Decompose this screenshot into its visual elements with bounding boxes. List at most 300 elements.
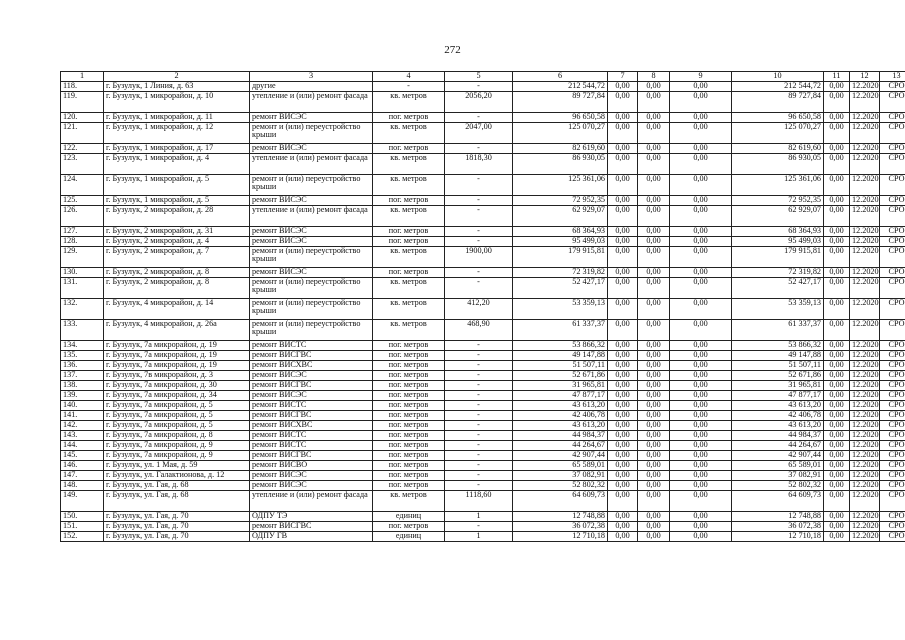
cell-unit: пог. метров <box>373 371 445 381</box>
cell-cost-budget: 0,00 <box>638 92 670 113</box>
cell-row-number: 142. <box>61 421 104 431</box>
cell-cost-budget: 0,00 <box>638 351 670 361</box>
cell-row-number: 145. <box>61 451 104 461</box>
cell-row-number: 139. <box>61 391 104 401</box>
cell-row-number: 138. <box>61 381 104 391</box>
cell-cost-budget: 0,00 <box>638 123 670 144</box>
cell-specific-cost: 0,00 <box>824 341 850 351</box>
cell-total-cost: 12 710,18 <box>513 532 608 542</box>
cell-method: СРО <box>880 481 905 491</box>
cell-cost-owners: 65 589,01 <box>732 461 824 471</box>
cell-row-number: 129. <box>61 247 104 268</box>
cell-specific-cost: 0,00 <box>824 431 850 441</box>
cell-method: СРО <box>880 522 905 532</box>
cell-deadline: 12.2020 <box>850 247 880 268</box>
cell-cost-owners: 82 619,60 <box>732 144 824 154</box>
cell-total-cost: 52 671,86 <box>513 371 608 381</box>
cell-total-cost: 68 364,93 <box>513 227 608 237</box>
cell-cost-fund: 0,00 <box>608 522 638 532</box>
cell-row-number: 151. <box>61 522 104 532</box>
table-row <box>61 381 905 391</box>
cell-unit: кв. метров <box>373 247 445 268</box>
cell-cost-local: 0,00 <box>670 196 732 206</box>
cell-total-cost: 53 359,13 <box>513 299 608 320</box>
table-row <box>61 154 905 175</box>
cell-deadline: 12.2020 <box>850 522 880 532</box>
cell-specific-cost: 0,00 <box>824 175 850 196</box>
cell-address: г. Бузулук, 1 микрорайон, д. 11 <box>104 113 250 123</box>
cell-row-number: 130. <box>61 268 104 278</box>
table-row <box>61 278 905 299</box>
cell-deadline: 12.2020 <box>850 206 880 227</box>
cell-address: г. Бузулук, ул. 1 Мая, д. 59 <box>104 461 250 471</box>
cell-cost-owners: 52 802,32 <box>732 481 824 491</box>
cell-method: СРО <box>880 441 905 451</box>
cell-specific-cost: 0,00 <box>824 471 850 481</box>
cell-specific-cost: 0,00 <box>824 123 850 144</box>
cell-cost-owners: 89 727,84 <box>732 92 824 113</box>
cell-work-type: ремонт ВИСТС <box>250 341 373 351</box>
cell-address: г. Бузулук, 1 Линия, д. 63 <box>104 82 250 92</box>
cell-cost-local: 0,00 <box>670 82 732 92</box>
cell-volume: - <box>445 421 513 431</box>
cell-cost-local: 0,00 <box>670 522 732 532</box>
cell-volume: - <box>445 113 513 123</box>
cell-volume: - <box>445 471 513 481</box>
cell-cost-fund: 0,00 <box>608 92 638 113</box>
cell-method: СРО <box>880 381 905 391</box>
cell-unit: кв. метров <box>373 320 445 341</box>
cell-method: СРО <box>880 512 905 522</box>
cell-method: СРО <box>880 227 905 237</box>
cell-total-cost: 43 613,20 <box>513 421 608 431</box>
cell-deadline: 12.2020 <box>850 391 880 401</box>
cell-method: СРО <box>880 144 905 154</box>
cell-row-number: 152. <box>61 532 104 542</box>
cell-cost-owners: 53 866,32 <box>732 341 824 351</box>
cell-cost-owners: 42 907,44 <box>732 451 824 461</box>
cell-work-type: утепление и (или) ремонт фасада <box>250 154 373 175</box>
cell-deadline: 12.2020 <box>850 351 880 361</box>
cell-work-type: ремонт ВИСГВС <box>250 411 373 421</box>
cell-method: СРО <box>880 361 905 371</box>
cell-cost-fund: 0,00 <box>608 237 638 247</box>
cell-cost-owners: 62 929,07 <box>732 206 824 227</box>
cell-cost-budget: 0,00 <box>638 411 670 421</box>
cell-specific-cost: 0,00 <box>824 299 850 320</box>
cell-work-type: ремонт и (или) переустройство крыши <box>250 247 373 268</box>
cell-cost-owners: 52 427,17 <box>732 278 824 299</box>
cell-cost-local: 0,00 <box>670 421 732 431</box>
cell-address: г. Бузулук, 4 микрорайон, д. 26а <box>104 320 250 341</box>
cell-method: СРО <box>880 411 905 421</box>
cell-cost-budget: 0,00 <box>638 113 670 123</box>
cell-address: г. Бузулук, 7а микрорайон, д. 9 <box>104 451 250 461</box>
cell-unit: пог. метров <box>373 451 445 461</box>
cell-cost-owners: 37 082,91 <box>732 471 824 481</box>
cell-cost-fund: 0,00 <box>608 320 638 341</box>
cell-work-type: ремонт ВИСЭС <box>250 391 373 401</box>
cell-work-type: ремонт ВИСГВС <box>250 451 373 461</box>
cell-specific-cost: 0,00 <box>824 391 850 401</box>
cell-volume: 1 <box>445 532 513 542</box>
cell-cost-local: 0,00 <box>670 320 732 341</box>
cell-address: г. Бузулук, 7а микрорайон, д. 9 <box>104 441 250 451</box>
cell-work-type: утепление и (или) ремонт фасада <box>250 206 373 227</box>
cell-work-type: ОДПУ ГВ <box>250 532 373 542</box>
cell-volume: - <box>445 451 513 461</box>
cell-address: г. Бузулук, ул. Гая, д. 68 <box>104 491 250 512</box>
cell-address: г. Бузулук, 7а микрорайон, д. 30 <box>104 381 250 391</box>
cell-cost-local: 0,00 <box>670 206 732 227</box>
cell-deadline: 12.2020 <box>850 371 880 381</box>
cell-cost-budget: 0,00 <box>638 481 670 491</box>
cell-cost-budget: 0,00 <box>638 461 670 471</box>
table-row <box>61 491 905 512</box>
cell-deadline: 12.2020 <box>850 227 880 237</box>
cell-cost-local: 0,00 <box>670 401 732 411</box>
cell-specific-cost: 0,00 <box>824 381 850 391</box>
cell-volume: - <box>445 441 513 451</box>
cell-method: СРО <box>880 299 905 320</box>
cell-work-type: ремонт ВИСВО <box>250 461 373 471</box>
header-row <box>61 72 905 82</box>
cell-cost-budget: 0,00 <box>638 82 670 92</box>
cell-method: СРО <box>880 278 905 299</box>
cell-specific-cost: 0,00 <box>824 491 850 512</box>
cell-cost-local: 0,00 <box>670 451 732 461</box>
cell-cost-fund: 0,00 <box>608 381 638 391</box>
cell-method: СРО <box>880 451 905 461</box>
cell-cost-local: 0,00 <box>670 237 732 247</box>
cell-work-type: ОДПУ ТЭ <box>250 512 373 522</box>
cell-method: СРО <box>880 421 905 431</box>
cell-deadline: 12.2020 <box>850 441 880 451</box>
cell-address: г. Бузулук, ул. Гая, д. 70 <box>104 522 250 532</box>
cell-row-number: 143. <box>61 431 104 441</box>
cell-work-type: ремонт ВИСЭС <box>250 237 373 247</box>
cell-work-type: ремонт ВИСГВС <box>250 351 373 361</box>
cell-row-number: 121. <box>61 123 104 144</box>
cell-method: СРО <box>880 237 905 247</box>
cell-unit: кв. метров <box>373 299 445 320</box>
cell-unit: пог. метров <box>373 401 445 411</box>
cell-work-type: ремонт ВИСЭС <box>250 268 373 278</box>
cell-volume: - <box>445 391 513 401</box>
cell-row-number: 137. <box>61 371 104 381</box>
cell-address: г. Бузулук, ул. Галактионова, д. 12 <box>104 471 250 481</box>
column-header-7: 7 <box>608 72 638 82</box>
cell-work-type: ремонт ВИСЭС <box>250 481 373 491</box>
cell-cost-local: 0,00 <box>670 431 732 441</box>
cell-deadline: 12.2020 <box>850 381 880 391</box>
cell-deadline: 12.2020 <box>850 512 880 522</box>
column-header-10: 10 <box>732 72 824 82</box>
cell-specific-cost: 0,00 <box>824 227 850 237</box>
cell-specific-cost: 0,00 <box>824 401 850 411</box>
cell-total-cost: 44 984,37 <box>513 431 608 441</box>
column-header-6: 6 <box>513 72 608 82</box>
cell-work-type: ремонт ВИСГВС <box>250 381 373 391</box>
cell-unit: пог. метров <box>373 341 445 351</box>
cell-cost-local: 0,00 <box>670 512 732 522</box>
cell-unit: кв. метров <box>373 92 445 113</box>
cell-address: г. Бузулук, ул. Гая, д. 68 <box>104 481 250 491</box>
cell-cost-fund: 0,00 <box>608 401 638 411</box>
cell-cost-fund: 0,00 <box>608 512 638 522</box>
table-row <box>61 471 905 481</box>
cell-cost-budget: 0,00 <box>638 371 670 381</box>
cell-cost-local: 0,00 <box>670 471 732 481</box>
cell-deadline: 12.2020 <box>850 471 880 481</box>
cell-unit: кв. метров <box>373 123 445 144</box>
column-header-4: 4 <box>373 72 445 82</box>
cell-work-type: ремонт ВИСЭС <box>250 196 373 206</box>
cell-volume: 1900,00 <box>445 247 513 268</box>
cell-cost-local: 0,00 <box>670 299 732 320</box>
cell-cost-local: 0,00 <box>670 371 732 381</box>
cell-cost-budget: 0,00 <box>638 196 670 206</box>
cell-address: г. Бузулук, 1 микрорайон, д. 10 <box>104 92 250 113</box>
cell-total-cost: 125 361,06 <box>513 175 608 196</box>
cell-work-type: ремонт ВИСЭС <box>250 113 373 123</box>
cell-row-number: 135. <box>61 351 104 361</box>
cell-row-number: 119. <box>61 92 104 113</box>
cell-volume: - <box>445 361 513 371</box>
cell-work-type: ремонт и (или) переустройство крыши <box>250 175 373 196</box>
cell-cost-local: 0,00 <box>670 532 732 542</box>
cell-cost-local: 0,00 <box>670 154 732 175</box>
cell-total-cost: 42 907,44 <box>513 451 608 461</box>
cell-volume: 2056,20 <box>445 92 513 113</box>
cell-deadline: 12.2020 <box>850 92 880 113</box>
cell-unit: пог. метров <box>373 471 445 481</box>
cell-cost-owners: 86 930,05 <box>732 154 824 175</box>
cell-cost-owners: 53 359,13 <box>732 299 824 320</box>
cell-total-cost: 212 544,72 <box>513 82 608 92</box>
cell-work-type: ремонт ВИСЭС <box>250 144 373 154</box>
cell-cost-budget: 0,00 <box>638 381 670 391</box>
cell-deadline: 12.2020 <box>850 451 880 461</box>
cell-work-type: ремонт ВИСЭС <box>250 227 373 237</box>
cell-deadline: 12.2020 <box>850 401 880 411</box>
cell-deadline: 12.2020 <box>850 144 880 154</box>
cell-cost-fund: 0,00 <box>608 227 638 237</box>
cell-specific-cost: 0,00 <box>824 320 850 341</box>
cell-address: г. Бузулук, 7а микрорайон, д. 8 <box>104 431 250 441</box>
cell-cost-local: 0,00 <box>670 123 732 144</box>
table-row <box>61 227 905 237</box>
cell-specific-cost: 0,00 <box>824 82 850 92</box>
cell-work-type: ремонт ВИСТС <box>250 441 373 451</box>
cell-volume: - <box>445 381 513 391</box>
cell-cost-budget: 0,00 <box>638 144 670 154</box>
cell-total-cost: 96 650,58 <box>513 113 608 123</box>
cell-method: СРО <box>880 123 905 144</box>
cell-row-number: 134. <box>61 341 104 351</box>
works-table <box>60 71 905 542</box>
cell-cost-budget: 0,00 <box>638 247 670 268</box>
cell-deadline: 12.2020 <box>850 411 880 421</box>
table-row <box>61 82 905 92</box>
cell-row-number: 144. <box>61 441 104 451</box>
cell-address: г. Бузулук, 2 микрорайон, д. 7 <box>104 247 250 268</box>
cell-work-type: ремонт ВИСТС <box>250 401 373 411</box>
cell-cost-local: 0,00 <box>670 491 732 512</box>
cell-method: СРО <box>880 471 905 481</box>
cell-specific-cost: 0,00 <box>824 451 850 461</box>
table-row <box>61 481 905 491</box>
cell-cost-fund: 0,00 <box>608 299 638 320</box>
cell-method: СРО <box>880 320 905 341</box>
cell-total-cost: 42 406,78 <box>513 411 608 421</box>
cell-work-type: ремонт ВИСХВС <box>250 361 373 371</box>
cell-specific-cost: 0,00 <box>824 196 850 206</box>
cell-address: г. Бузулук, ул. Гая, д. 70 <box>104 532 250 542</box>
cell-deadline: 12.2020 <box>850 82 880 92</box>
cell-total-cost: 36 072,38 <box>513 522 608 532</box>
cell-method: СРО <box>880 82 905 92</box>
cell-total-cost: 179 915,81 <box>513 247 608 268</box>
cell-method: СРО <box>880 401 905 411</box>
cell-cost-local: 0,00 <box>670 441 732 451</box>
cell-specific-cost: 0,00 <box>824 113 850 123</box>
cell-volume: - <box>445 144 513 154</box>
cell-cost-fund: 0,00 <box>608 123 638 144</box>
cell-cost-budget: 0,00 <box>638 237 670 247</box>
cell-volume: - <box>445 278 513 299</box>
cell-total-cost: 52 802,32 <box>513 481 608 491</box>
cell-deadline: 12.2020 <box>850 421 880 431</box>
cell-cost-owners: 179 915,81 <box>732 247 824 268</box>
cell-cost-fund: 0,00 <box>608 206 638 227</box>
cell-method: СРО <box>880 247 905 268</box>
cell-unit: кв. метров <box>373 278 445 299</box>
table-row <box>61 371 905 381</box>
cell-cost-owners: 64 609,73 <box>732 491 824 512</box>
cell-specific-cost: 0,00 <box>824 441 850 451</box>
cell-deadline: 12.2020 <box>850 341 880 351</box>
cell-address: г. Бузулук, 7а микрорайон, д. 34 <box>104 391 250 401</box>
table-row <box>61 341 905 351</box>
cell-total-cost: 49 147,88 <box>513 351 608 361</box>
cell-method: СРО <box>880 431 905 441</box>
cell-cost-budget: 0,00 <box>638 421 670 431</box>
cell-specific-cost: 0,00 <box>824 268 850 278</box>
cell-deadline: 12.2020 <box>850 268 880 278</box>
cell-address: г. Бузулук, 1 микрорайон, д. 17 <box>104 144 250 154</box>
cell-address: г. Бузулук, 7а микрорайон, д. 19 <box>104 341 250 351</box>
cell-cost-fund: 0,00 <box>608 451 638 461</box>
cell-total-cost: 125 070,27 <box>513 123 608 144</box>
cell-specific-cost: 0,00 <box>824 522 850 532</box>
column-header-1: 1 <box>61 72 104 82</box>
cell-volume: - <box>445 82 513 92</box>
cell-deadline: 12.2020 <box>850 113 880 123</box>
cell-cost-local: 0,00 <box>670 113 732 123</box>
cell-cost-owners: 95 499,03 <box>732 237 824 247</box>
cell-row-number: 147. <box>61 471 104 481</box>
cell-volume: 1118,60 <box>445 491 513 512</box>
cell-cost-owners: 43 613,20 <box>732 421 824 431</box>
cell-volume: - <box>445 268 513 278</box>
cell-cost-owners: 212 544,72 <box>732 82 824 92</box>
cell-cost-owners: 49 147,88 <box>732 351 824 361</box>
cell-total-cost: 89 727,84 <box>513 92 608 113</box>
cell-total-cost: 52 427,17 <box>513 278 608 299</box>
cell-method: СРО <box>880 491 905 512</box>
cell-total-cost: 62 929,07 <box>513 206 608 227</box>
table-row <box>61 441 905 451</box>
cell-cost-local: 0,00 <box>670 268 732 278</box>
cell-unit: пог. метров <box>373 461 445 471</box>
cell-cost-budget: 0,00 <box>638 341 670 351</box>
cell-work-type: ремонт ВИСЭС <box>250 471 373 481</box>
cell-address: г. Бузулук, 7а микрорайон, д. 5 <box>104 401 250 411</box>
cell-cost-local: 0,00 <box>670 247 732 268</box>
cell-unit: пог. метров <box>373 381 445 391</box>
cell-cost-local: 0,00 <box>670 381 732 391</box>
cell-unit: единиц <box>373 532 445 542</box>
cell-cost-fund: 0,00 <box>608 371 638 381</box>
cell-cost-local: 0,00 <box>670 361 732 371</box>
cell-row-number: 136. <box>61 361 104 371</box>
cell-specific-cost: 0,00 <box>824 411 850 421</box>
cell-work-type: ремонт ВИСХВС <box>250 421 373 431</box>
cell-unit: единиц <box>373 512 445 522</box>
cell-volume: - <box>445 401 513 411</box>
cell-method: СРО <box>880 461 905 471</box>
cell-unit: пог. метров <box>373 361 445 371</box>
cell-cost-budget: 0,00 <box>638 391 670 401</box>
cell-cost-local: 0,00 <box>670 144 732 154</box>
cell-cost-owners: 96 650,58 <box>732 113 824 123</box>
cell-work-type: другие <box>250 82 373 92</box>
cell-total-cost: 37 082,91 <box>513 471 608 481</box>
cell-work-type: ремонт ВИСЭС <box>250 371 373 381</box>
cell-address: г. Бузулук, 1 микрорайон, д. 5 <box>104 175 250 196</box>
table-row <box>61 123 905 144</box>
cell-cost-fund: 0,00 <box>608 247 638 268</box>
cell-work-type: ремонт и (или) переустройство крыши <box>250 299 373 320</box>
cell-cost-owners: 47 877,17 <box>732 391 824 401</box>
cell-method: СРО <box>880 175 905 196</box>
cell-cost-owners: 31 965,81 <box>732 381 824 391</box>
cell-row-number: 132. <box>61 299 104 320</box>
cell-total-cost: 12 748,88 <box>513 512 608 522</box>
cell-volume: 1 <box>445 512 513 522</box>
column-header-3: 3 <box>250 72 373 82</box>
cell-total-cost: 51 507,11 <box>513 361 608 371</box>
cell-deadline: 12.2020 <box>850 320 880 341</box>
cell-cost-fund: 0,00 <box>608 471 638 481</box>
cell-unit: пог. метров <box>373 196 445 206</box>
cell-cost-budget: 0,00 <box>638 532 670 542</box>
cell-cost-fund: 0,00 <box>608 113 638 123</box>
cell-cost-budget: 0,00 <box>638 154 670 175</box>
cell-unit: пог. метров <box>373 411 445 421</box>
cell-address: г. Бузулук, 4 микрорайон, д. 14 <box>104 299 250 320</box>
cell-cost-fund: 0,00 <box>608 421 638 431</box>
column-header-9: 9 <box>670 72 732 82</box>
cell-specific-cost: 0,00 <box>824 206 850 227</box>
table-row <box>61 522 905 532</box>
cell-work-type: ремонт и (или) переустройство крыши <box>250 123 373 144</box>
cell-cost-budget: 0,00 <box>638 320 670 341</box>
cell-cost-owners: 44 264,67 <box>732 441 824 451</box>
cell-volume: 1818,30 <box>445 154 513 175</box>
cell-cost-fund: 0,00 <box>608 441 638 451</box>
